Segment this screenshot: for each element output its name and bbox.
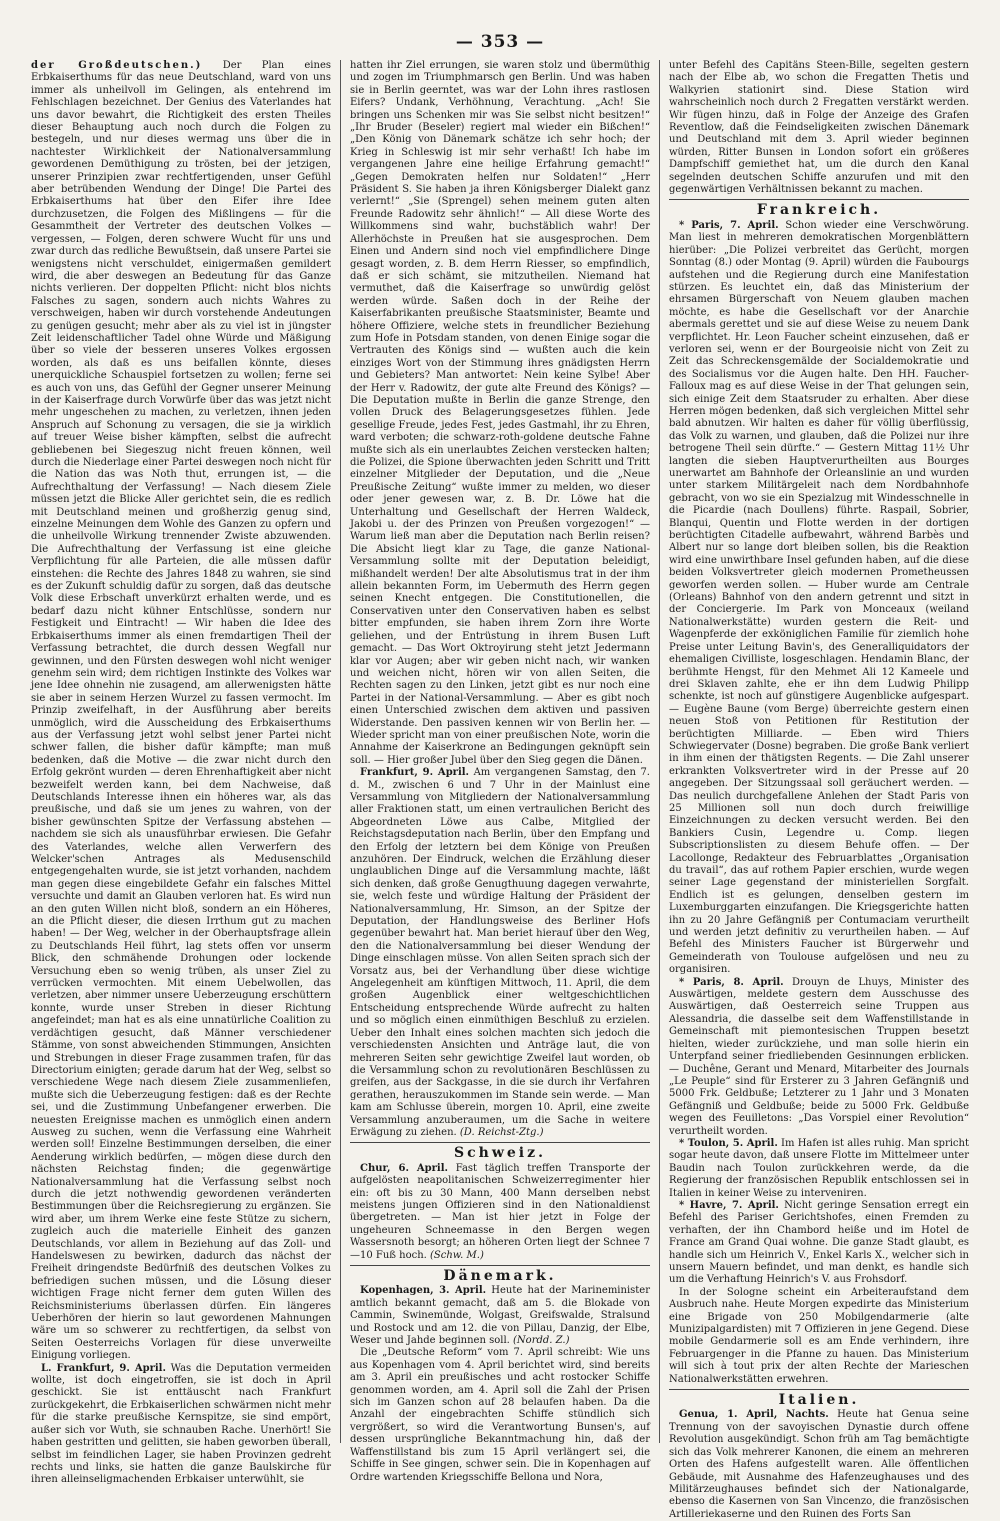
article-paragraph	[669, 220, 969, 977]
lead-phrase: der Großdeutschen.)	[31, 60, 203, 71]
paragraph-text: Was die Deputation vermeiden wollte, ist doch eingetroffen, sie ist doch in April geschickt. Sie ist enttäuscht nach Frankfurt zurückgekehrt, die Erbkaiserlichen schwärmen nicht mehr für die starke preußische Kernspitze, sie sind empört, außer sich vor Wuth, sie schnauben Rache. Unerhört! Sie haben gestritten und gelitten, sie haben geworben überall, selbst im feindlichen Lager, sie haben Provinzen gedreht rechts und links, sie hatten die ganze Baulskirche für ihren alleinseligmachenden Erbkaiser unterwühlt, sie	[31, 1362, 331, 1486]
section-heading-italien: Italien.	[778, 1392, 860, 1409]
paragraph-text: Fast täglich treffen Transporte der aufgelösten neapolitanischen Schweizerregimenter hier ein: oft bis zu 30 Mann, 400 Mann derselben nebst meistens jungen Offizieren sind in den Nationaldienst übergetreten. — Man ist hier jetzt in Folge der ungeheuren Schneemasse in den Bergen wegen Wassersnoth besorgt; an höheren Orten liegt der Schnee 7—10 Fuß hoch.	[350, 1162, 650, 1261]
article-paragraph	[31, 1363, 331, 1487]
article-paragraph	[350, 1347, 650, 1483]
column-1	[22, 60, 340, 1486]
column-2	[340, 60, 659, 1483]
article-paragraph	[669, 1138, 969, 1200]
paragraph-text: Im Hafen ist alles ruhig. Man spricht sogar heute davon, daß unsere Flotte im Mittelmeer unter Baudin nach Toulon zurückkehren werde, da die Regierung der französischen Republik entschlossen sei in Italien in keiner Weise zu interveniren.	[669, 1137, 969, 1199]
article-paragraph	[669, 1200, 969, 1287]
section-divider	[350, 1265, 650, 1266]
source-citation: (Nordd. Z.)	[513, 1335, 570, 1347]
dateline: Kopenhagen, 3. April.	[360, 1285, 487, 1297]
paragraph-text: Der Plan eines Erbkaiserthums für das neue Deutschland, ward von uns immer als unheilvoll im Gelingen, als entehrend im Fehlschlagen bezeichnet. Der Genius des Vaterlandes hat uns davor bewahrt, die Richtigkeit des ersten Theiles dieser Behauptung auch noch durch die Folgen zu bestegeln, und nur dieses wermag uns über die in nachtester Wirklichkeit der Nationalversammlung gewordenen Demüthigung zu trösten, bei der jetzigen, unserer Prinzipien zwar rechtfertigenden, unser Gefühl aber betrübenden Wendung der Dinge! Die Partei des Erbkaiserthums hat über den Eifer ihre Idee durchzusetzen, die Folgen des Mißlingens — für die Gesammtheit der Vertreter des deutschen Volkes — vergessen, — Folgen, deren schwere Wucht für uns und zwar durch das redliche Bewußtsein, daß unsere Partei sie wenigstens nicht verschuldet, einigermaßen gemildert wird, die aber deswegen an Bedeutung für das Ganze nichts verlieren. Der doppelten Pflicht: nicht blos nichts Falsches zu sagen, sondern auch nichts Wahres zu verschweigen, haben wir durch vorstehende Andeutungen zu genügen gesucht; mehr aber als zu viel ist in jüngster Zeit leidenschaftlicher Tadel ohne Würde und Mäßigung über so viele der besseren unseres Volkes ergossen worden, als daß es uns beifallen könnte, dieses unerquickliche Schauspiel fortsetzen zu wollen; ferne sei es auch von uns, das Gefühl der Gegner unserer Meinung in der Kaiserfrage durch Vorwürfe über das was jetzt nicht mehr ungeschehen zu machen, zu verletzen, ihnen jeden Anspruch auf Schonung zu versagen, die sie ja wirklich auf treuer Weise bisher kämpften, selbst die aufrecht gebliebenen bei Siegeszug nicht freuen können, weil durch die Niederlage einer Partei deswegen noch nicht für die Nation das was Noth thut, errungen ist, — die Aufrechthaltung der Verfassung! — Nach diesem Ziele müssen jetzt die Blicke Aller gerichtet sein, die es redlich mit Deutschland meinen und großherzig genug sind, einzelne Meinungen dem Wohle des Ganzen zu opfern und die unheilvolle Wirkung trennender Zwiste abzuwenden. Die Aufrechthaltung der Verfassung ist eine gleiche Verpflichtung für alle Parteien, die alle müssen dafür einstehen: die Rechte des Jahres 1848 zu wahren, sie sind es der Zukunft schuldig dafür zu sorgen, daß das deutsche Volk diese Erbschaft unverkürzt erhalten werde, und es bedarf dazu nicht kühner Entschlüsse, sondern nur Festigkeit und Eintracht! — Wir haben die Idee des Erbkaiserthums immer als einen fremdartigen Theil der Verfassung betrachtet, die durch dessen Wegfall nur gewinnen, und den Fürsten deswegen wohl nicht weniger genehm sein wird; dem richtigen Instinkte des Volkes war jene Idee ohnehin nie zusagend, am allerwenigsten hätte sie aber in seinem Herzen Wurzel zu fassen vermocht. Im Prinzip zweifelhaft, in der Ausführung aber bereits unmöglich, wird die Ausscheidung des Erbkaiserthums aus der Verfassung jetzt wohl selbst jener Partei nicht schwer fallen, die bisher dafür kämpfte; man muß bedenken, daß die Motive — die zwar nicht durch den Erfolg gekrönt wurden — deren Ehrenhaftigkeit aber nicht bezweifelt werden kann, bei dem Nachweise, daß Deutschlands Interesse ihnen ein höheres war, als das preußische, und daß sie um jenes zu wahren, von der bisher gewünschten Spitze der Verfassung abstehen — nachdem sie sich als unausführbar erwiesen. Die Gefahr des Vaterlandes, welche allen Verwerfern des Welcker'schen Antrages als Medusenschild entgegengehalten wurde, sie ist jetzt vorhanden, nachdem man gegen diese eingebildete Gefahr ein falsches Mittel versuchte und damit an Glauben verloren hat. Es wird nun an den guten Willen nicht bloß, sondern an ein Höheres, an die Pflicht dieser, die diesen Irrthum gut zu machen haben! — Der Weg, welcher in der Oberhauptsfrage allein zu Deutschlands Heil führt, lag stets offen vor unserm Blick, den schmähende Drohungen oder lockende Versuchung eben so wenig trüben, als unser Ziel zu verrücken vermochten. Mit einem Uebelwollen, das verletzen, aber nimmer unsere Ueberzeugung erschüttern konnte, wurde unser Streben in dieser Richtung angefeindet; man hat es als eine unnatürliche Coalition zu verdächtigen gesucht, daß Männer verschiedener Stämme, von sonst abweichenden Stimmungen, Ansichten und Strebungen in dieser Frage zusammen trafen, für das Directorium einigten; gerade darum hat der Weg, selbst so verschiedene Wege nach diesem Ziele zusammenliefen, mußte sich die Ueberzeugung festigen: daß es der Rechte sei, und die Zustimmung Unbefangener erwerben. Die neuesten Ereignisse machen es unmöglich einen andern Ausweg zu suchen, wenn die Verfassung eine Wahrheit werden soll! Einzelne Bestimmungen derselben, die einer Aenderung wirklich bedürfen, — mögen diese durch den nächsten Reichstag finden; die gegenwärtige Nationalversammlung hat die Verfassung selbst noch durch die jetzt nothwendig gewordenen veränderten Bestimmungen über die Reichsregierung zu ergänzen. Sie wird aber, um ihrem Werke eine feste Stütze zu sichern, zugleich auch die materielle Einheit des ganzen Deutschlands, vor allem in Beziehung auf das Zoll- und Handelswesen zu bewirken, dadurch das nächst der Freiheit dringendste Bedürfniß des deutschen Volkes zu befriedigen suchen müssen, und die Lösung dieser wichtigen Frage nicht ferner dem guten Willen des Reichsministeriums überlassen dürfen. Ein längeres Ueberhören der hierin so laut gewordenen Mahnungen wäre um so schwerer zu rechtfertigen, da selbst von Seiten Oesterreichs Vorlagen für diese unverweilte Einigung vorliegen.	[31, 60, 331, 1362]
dateline: * Toulon, 5. April.	[679, 1137, 778, 1149]
dateline: L. Frankfurt, 9. April.	[41, 1362, 166, 1374]
source-citation: (D. Reichst-Ztg.)	[459, 1126, 544, 1138]
section-divider	[350, 1142, 650, 1143]
article-paragraph	[669, 977, 969, 1138]
section-divider	[669, 199, 969, 200]
article-paragraph	[669, 1409, 969, 1521]
paragraph-text: Die „Deutsche Reform“ vom 7. April schreibt: Wie uns aus Kopenhagen vom 4. April berichtet wird, sind bereits am 3. April ein preußisches und acht rostocker Schiffe genommen worden, am 4. April soll die Zahl der Prisen sich im Ganzen schon auf 28 belaufen haben. Da die Anzahl der eingebrachten Schiffe stündlich sich vergrößert, so wird die Verantwortung Bunsen's, auf dessen ursprüngliche Bekanntmachung hin, daß der Waffenstillstand bis zum 15 April verlängert sei, die Schiffe in See gingen, schwer sein. Die in Kopenhagen auf Ordre wartenden Kriegsschiffe Bellona und Nora,	[350, 1347, 650, 1483]
dateline: Genua, 1. April, Nachts.	[679, 1409, 829, 1421]
article-paragraph	[350, 60, 650, 767]
source-citation: (Schw. M.)	[430, 1249, 484, 1261]
column-3	[659, 60, 978, 1520]
article-paragraph	[350, 1163, 650, 1262]
paragraph-text: Heute hat der Marineminister amtlich bekannt gemacht, daß am 5. die Blokade von Cammin, Swinemünde, Wolgast, Greifswalde, Stralsund und Rostock und am 12. die von Pillau, Danzig, der Elbe, Weser und Jahde beginnen soll.	[350, 1285, 650, 1347]
paragraph-text: In der Sologne scheint ein Arbeiteraufstand dem Ausbruch nahe. Heute Morgen expedirte das Ministerium eine Brigade von 250 Mobilgendarmerie (alte Munizipalgardisten) mit 7 Offizieren in jene Gegend. Diese mobile Gendarmerie soll es am Ende verhindern, ihre Februargenger in die Pfanne zu hauen. Das Ministerium will sich à tout prix der alten Rechte der Marieschen Nationalwerkstätten erwehren.	[669, 1286, 969, 1385]
dateline: Frankfurt, 9. April.	[360, 767, 470, 779]
paragraph-text: Am vergangenen Samstag, den 7. d. M., zwischen 6 und 7 Uhr in der Mainlust eine Versammlung von Mitgliedern der Nationalversammlung aller Fraktionen statt, um einen vertraulichen Bericht des Abgeordneten Löwe aus Calbe, Mitglied der Reichstagsdeputation nach Berlin, über den Empfang und den Erfolg der letztern bei dem Könige von Preußen anzuhören. Der Eindruck, welchen die Erzählung dieser unglaublichen Dinge auf die Versammlung machte, läßt sich denken, daß große Genugthuung dagegen verwahrte, sie, welch feste und würdige Haltung der Präsident der Nationalversammlung, Hr. Simson, an der Spitze der Deputation, der Handlungsweise des Berliner Hofs gegenüber bewahrt hat. Man beriet hierauf über den Weg, den die Nationalversammlung bei dieser Wendung der Dinge einschlagen müsse. Von allen Seiten sprach sich der Vorsatz aus, bei der Verhandlung über diese wichtige Angelegenheit am künftigen Mittwoch, 11. April, die dem großen Augenblick einer weltgeschichtlichen Entscheidung entsprechende Würde aufrecht zu halten und so möglich einen einmüthigen Beschluß zu erzielen. Ueber den Inhalt eines solchen machten sich jedoch die verschiedensten Ansichten und Anträge laut, die von mehreren Seiten sehr gewichtige Zweifel laut worden, ob die Versammlung schon zu revolutionären Beschlüssen zu greifen, aus der Sackgasse, in die sie durch ihr Verfahren gerathen, herauszukommen im Stande sein werde. — Man kam am Schlusse überein, morgen 10. April, eine zweite Versammlung anzuberaumen, um die Sache in weitere Erwägung zu ziehen.	[350, 767, 650, 1138]
section-heading-daenemark: Dänemark.	[443, 1268, 557, 1284]
article-paragraph	[669, 1287, 969, 1386]
paragraph-text: Heute hat Genua seine Trennung von der savoyischen Dynastie durch offene Revolution ausgekündigt. Schon früh am Tag bemächtigte sich das Volk mehrerer Kanonen, die einem an mehreren Orten des Hafens aufgestellt waren. Alle öffentlichen Gebäude, mit Ausnahme des Hafenzeughauses und des Militärzeughauses befindet sich der Nationalgarde, ebenso die Kasernen von San Vincenzo, die französischen Artilleriekaserne und den Ruinen des Forts San	[669, 1409, 969, 1520]
article-paragraph	[669, 60, 969, 196]
dateline: * Havre, 7. April.	[679, 1199, 779, 1211]
paragraph-text: Drouyn de Lhuys, Minister des Auswärtigen, meldete gestern dem Ausschusse des Auswärtigen, daß Oesterreich seine Truppen aus Alessandria, die dasselbe seit dem Waffenstillstande in Gemeinschaft mit piemontesischen Truppen besetzt hielten, wieder zurückziehe, und man solle hierin ein Unterpfand seiner friedliebenden Gesinnungen erblicken. — Duchêne, Gerant und Menard, Mitarbeiter des Journals „Le Peuple“ sind für Ersterer zu 3 Jahren Gefängniß und 5000 Frk. Geldbuße; Letzterer zu 1 Jahr und 3 Monaten Gefängniß und Geldbuße; beide zu 5000 Frk. Geldbuße wegen des Feuilletons: „Das Vorspiel einer Revolution“ verurtheilt worden.	[669, 976, 969, 1137]
paragraph-text: Schon wieder eine Verschwörung. Man liest in mehreren demokratischen Morgenblättern hierüber: „Die Polizei verbreitet das Gerücht, morgen Sonntag (8.) oder Montag (9. April) würden die Faubourgs aufstehen und die Regierung durch eine Manifestation stürzen. Es leuchtet ein, daß das Ministerium der ehrsamen Bürgerschaft von Neuem glauben machen möchte, es habe die Gesellschaft vor der Anarchie abermals gerettet und sie auf diese Weise zu neuem Dank verpflichtet. Hr. Leon Faucher scheint einzusehen, daß er verloren sei, wenn er der Bourgeoisie nicht von Zeit zu Zeit das Schreckensgemälde der Socialdemokratie und des Socialismus vor die Augen halte. Den HH. Faucher-Falloux mag es auf diese Weise in der That gelungen sein, sich einige Zeit dem Staatsruder zu erhalten. Aber diese Herren mögen bedenken, daß sich vergleichen Mittel sehr bald abnutzen. Wir halten es daher für völlig überflüssig, das Volk zu warnen, und glauben, daß die Polizei nur ihre betrogene Theil sein dürfte.“ — Gestern Mittag 11½ Uhr langten die sieben Hauptverurtheilten aus Bourges unerwartet am Bahnhofe der Orleanslinie an und wurden unter starkem Militärgeleit nach dem Nordbahnhofe gebracht, von wo sie ein Spezialzug mit Windesschnelle in die Picardie (nach Doullens) führte. Raspail, Sobrier, Blanqui, Quentin und Flotte werden in der dortigen berüchtigten Citadelle aufbewahrt, während Barbès und Albert nur so lange dort bleiben sollen, bis die Reaktion wird eine unwirthbare Insel gefunden haben, auf die diese beiden Volksvertreter gleich modernen Prometheussen geworfen werden sollen. — Huber wurde am Centrale (Orleans) Bahnhof von den andern getrennt und sitzt in der Conciergerie. Im Park von Monceaux (weiland Nationalwerkstätte) wurden gestern die Reit- und Wagenpferde der exköniglichen Familie für ziemlich hohe Preise unter Leitung Bavin's, des Generalliquidators der ehemaligen Civilliste, losgeschlagen. Hendamin Blanc, der berühmte Hengst, für den Mehmet Ali 12 Kameele und drei Sklaven zahlte, ehe er ihn dem Ludwig Philipp schenkte, ist noch auf günstigere Augenblicke aufgespart. — Eugène Baune (vom Berge) überreichte gestern einen neuen Stoß von Petitionen für Restitution der berüchtigten Milliarde. — Eben wird Thiers Schwiegervater (Dosne) begraben. Die große Bank verliert in ihm einen der thätigsten Regents. — Die Zahl unserer erkrankten Volksvertreter wird in der Presse auf 20 angegeben. Der Sitzungssaal soll geräuchert werden. — Das neulich durchgefallene Anlehen der Stadt Paris von 25 Millionen soll nun doch durch freiwillige Einzeichnungen zu decken versucht werden. Bei den Bankiers Cusin, Legendre u. Comp. liegen Subscriptionslisten zu diesem Behufe offen. — Der Lacollonge, Redakteur des Februarblattes „Organisation du travail“, das auf rothem Papier erschien, wurde wegen seiner Lage gegenstand der ministeriellen Sorgfalt. Endlich ist es gelungen, denselben gestern im Luxemburggarten einzufangen. Die Kriegsgerichte hatten ihn zu 20 Jahre Gefängniß per Contumaciam verurtheilt und werden jetzt definitiv zu verurtheilen haben. — Auf Befehl des Ministers Faucher ist Bürgerwehr und Gemeinderath von Toulouse aufgelösen und neu zu organisiren.	[669, 219, 970, 976]
dateline: Chur, 6. April.	[360, 1162, 449, 1174]
article-paragraph	[350, 767, 650, 1139]
dateline: * Paris, 7. April.	[679, 219, 779, 231]
dateline: * Paris, 8. April.	[679, 976, 784, 988]
paragraph-text: Nicht geringe Sensation erregt ein Befehl des Pariser Gerichtshofes, einen Fremden zu verhaften, der ihn Chambord heiße und im Hotel de France am Grand Quai wohne. Die ganze Stadt glaubt, es handle sich um Heinrich V., Enkel Karls X., welcher sich in unsern Mauern befindet, und man denkt, es handle sich um die Verhaftung Heinrich's V. aus Frohsdorf.	[669, 1199, 970, 1286]
section-heading-frankreich: Frankreich.	[756, 202, 882, 219]
paragraph-text: unter Befehl des Capitäns Steen-Bille, segelten gestern nach der Elbe ab, wo schon die Fregatten Thetis und Walkyrien stationirt sind. Diese Station wird wahrscheinlich noch durch 2 Fregatten verstärkt werden. Wir fügen hinzu, daß in Folge der Anzeige des Grafen Reventlow, daß die Feindseligkeiten zwischen Dänemark und Deutschland mit dem 3. April wieder beginnen würden, Ritter Bunsen in London sofort ein größeres Dampfschiff gemiethet hat, um die durch den Kanal segelnden deutschen Schiffe anzurufen und mit den gegenwärtigen Verhältnissen bekannt zu machen.	[669, 60, 969, 196]
article-paragraph	[31, 60, 331, 1363]
section-heading-schweiz: Schweiz.	[454, 1145, 546, 1162]
article-paragraph	[350, 1285, 650, 1347]
section-divider	[669, 1389, 969, 1390]
page-number: — 353 —	[455, 32, 545, 52]
text-columns	[22, 60, 978, 1520]
paragraph-text: hatten ihr Ziel errungen, sie waren stolz und übermüthig und zogen im Triumphmarsch gen Berlin. Und was haben sie in Berlin geerntet, was war der Lohn ihres rastlosen Eifers? Undank, Verhöhnung, Verachtung. „Ach! Sie bringen uns Schenken mir was Sie selbst nicht besitzen!“ „Ihr Bruder (Beseler) regiert mal wieder ein Bißchen!“ „Den König von Dänemark schätze ich sehr hoch; der Krieg in Schleswig ist mir sehr verhaßt! Ich habe im vergangenen Jahre eine heilige Erfahrung gemacht!“ „Gegen Demokraten helfen nur Soldaten!“ „Herr Präsident S. Sie haben ja ihren Königsberger Dialekt ganz verlernt!“ „Sie (Sprengel) sehen meinem guten alten Freunde Radowitz sehr ähnlich!“ — All diese Worte des Willkommens sind wahr, buchstäblich wahr! Der Allerhöchste in Preußen hat sie ausgesprochen. Dem Einen und Andern sind noch viel empfindlichere Dinge gesagt worden, z. B. dem Herrn Riesser, so empfindlich, daß er sich schämt, sie mitzutheilen. Niemand hat vermuthet, daß die Kaiserfrage so unwürdig gelöst werden würde. Saßen doch in der Reihe der Kaiserfabrikanten preußische Staatsminister, Beamte und höhere Offiziere, welche stets in freundlicher Beziehung zum Hofe in Potsdam standen, von denen Einige sogar die Vertrauten des Königs sind — wußten auch die kein einziges Wort von der Stimmung ihres gnädigsten Herrn und Gebieters? Man antwortet: Nein keine Sylbe! Aber der Herr v. Radowitz, der gute alte Freund des Königs? — Die Deputation mußte in Berlin die ganze Strenge, den vollen Druck des Belagerungsgesetzes fühlen. Jede gesellige Freude, jedes Fest, jedes Gastmahl, ihr zu Ehren, ward verboten; die schwarz-roth-goldene deutsche Fahne mußte sich als ein unerlaubtes Zeichen verstecken halten; die Polizei, die Spione überwachten jeden Schritt und Tritt einzelner Mitglieder der Deputation, und die „Neue Preußische Zeitung“ wußte immer zu melden, wo dieser oder jener gewesen war, z. B. Dr. Löwe hat die Unterhaltung und Gesellschaft der Herren Waldeck, Jakobi u. der des Prinzen von Preußen vorgezogen!“ — Warum ließ man aber die Deputation nach Berlin reisen? Die Absicht liegt klar zu Tage, die ganze National-Versammlung sollte mit der Deputation beleidigt, mißhandelt werden! Der alte Absolutismus trat in der ihm allein bekannten Form, im Uebermuth des Herrn gegen seinen Knecht entgegen. Die Constitutionellen, die Conservativen unter den Conservativen haben es selbst bitter empfunden, sie haben ihrem Zorn ihre Worte geliehen, und der Entrüstung in ihrem Busen Luft gemacht. — Das Wort Oktroyirung steht jetzt Jedermann klar vor Augen; aber wir geben nicht nach, wir wanken und weichen nicht, hören wir von allen Seiten, die Rechten sagen zu den Linken, jetzt gibt es nur noch eine Partei in der National-Versammlung. — Aber es gibt noch einen Unterschied zwischen dem aktiven und passiven Widerstande. Den passiven kennen wir von Berlin her. — Wieder spricht man von einer preußischen Note, worin die Annahme der Kaiserkrone an Bedingungen geknüpft sein soll. — Hier großer Jubel über den Sieg gegen die Dänen.	[350, 60, 650, 766]
